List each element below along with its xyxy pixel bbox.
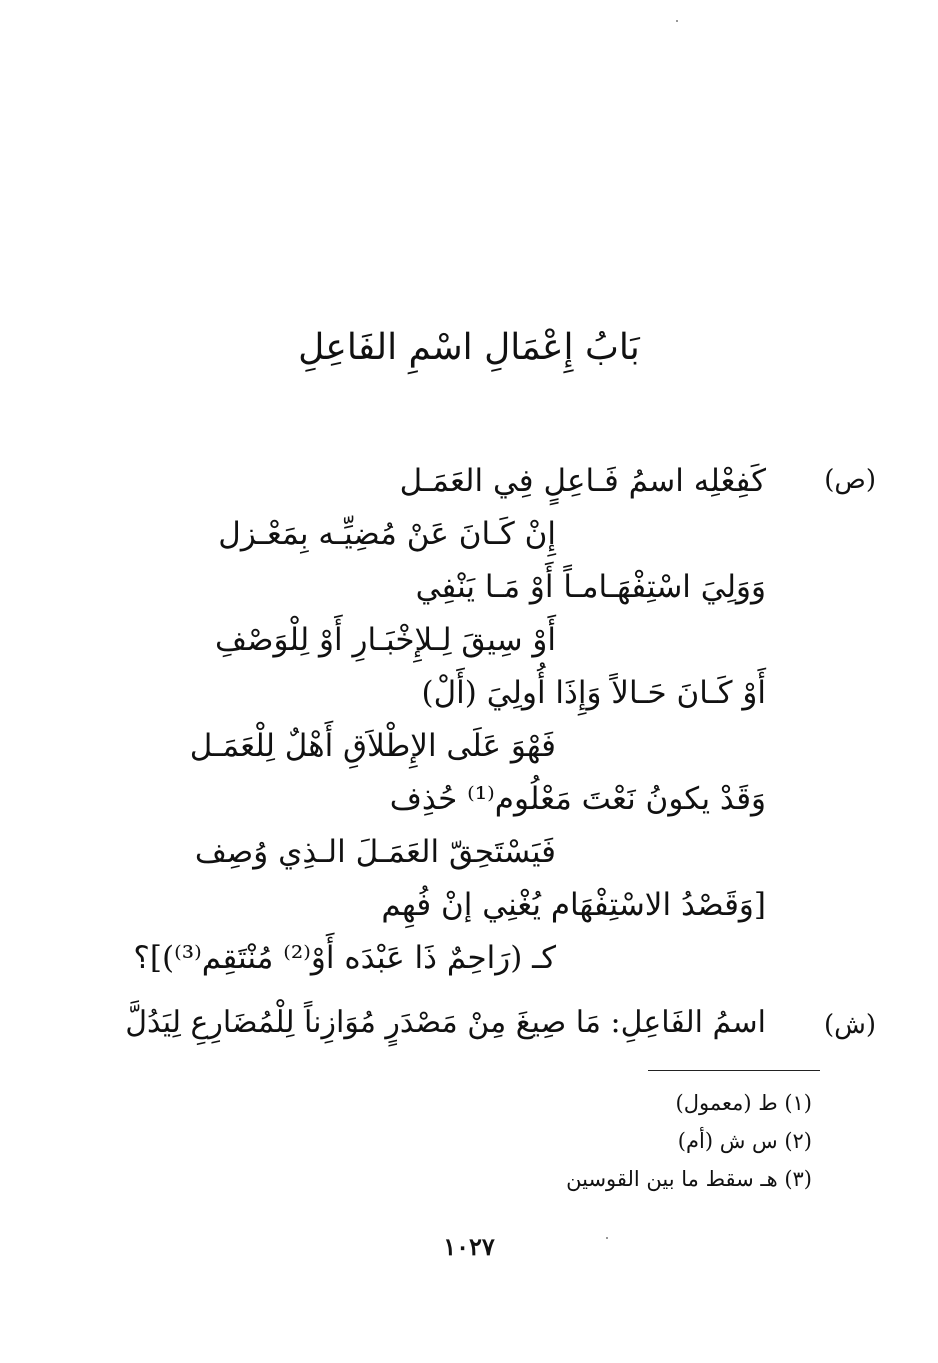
scan-speck xyxy=(606,1237,608,1239)
commentary-text: اسمُ الفَاعِلِ: مَا صِيغَ مِنْ مَصْدَرٍ مُوَازِناً لِلْمُضَارِعِ لِيَدُلَّ xyxy=(125,1005,766,1040)
commentary-marker: (ش) xyxy=(823,1010,876,1040)
verse-line: كـ (رَاحِمٌ ذَا عَبْدَه أَوْ⁽²⁾ مُنْتَقِم⁽³⁾)]؟ xyxy=(133,940,556,976)
chapter-title: بَابُ إِعْمَالِ اسْمِ الفَاعِلِ xyxy=(298,327,640,368)
verse-line: أَوْ سِيقَ لِـلإِخْبَـارِ أَوْ لِلْوَصْفِ xyxy=(215,622,556,658)
footnote: (٢) س ش (أم) xyxy=(677,1129,812,1153)
verse-line: وَوَلِيَ اسْتِفْهَـامـاً أَوْ مَـا يَنْفِي xyxy=(415,569,766,605)
verse-line: إِنْ كَـانَ عَنْ مُضِيِّـه بِمَعْـزل xyxy=(218,516,556,552)
verse-line: كَفِعْلِه اسمُ فَـاعِلٍ فِي العَمَـل xyxy=(399,463,766,499)
footnote-divider xyxy=(648,1070,820,1071)
text-marker: (ص) xyxy=(824,465,876,495)
scan-speck xyxy=(676,20,678,22)
verse-line: أَوْ كَـانَ حَـالاً وَإِذَا أُولِيَ (أَلْ) xyxy=(421,675,766,711)
footnote: (٣) هـ سقط ما بين القوسين xyxy=(566,1167,812,1191)
footnote: (١) ط (معمول) xyxy=(675,1091,812,1115)
verse-line: فَهْوَ عَلَى الإِطْلاَقِ أَهْلٌ لِلْعَمَـل xyxy=(189,728,556,764)
page-number: ١٠٢٧ xyxy=(443,1232,495,1261)
verse-line: وَقَدْ يكونُ نَعْتَ مَعْلُوم⁽¹⁾ حُذِف xyxy=(389,781,766,817)
verse-line: فَيَسْتَحِقّ العَمَـلَ الـذِي وُصِف xyxy=(194,834,556,870)
verse-line: [وَقَصْدُ الاسْتِفْهَام يُغْنِي إنْ فُهِم xyxy=(381,887,766,923)
